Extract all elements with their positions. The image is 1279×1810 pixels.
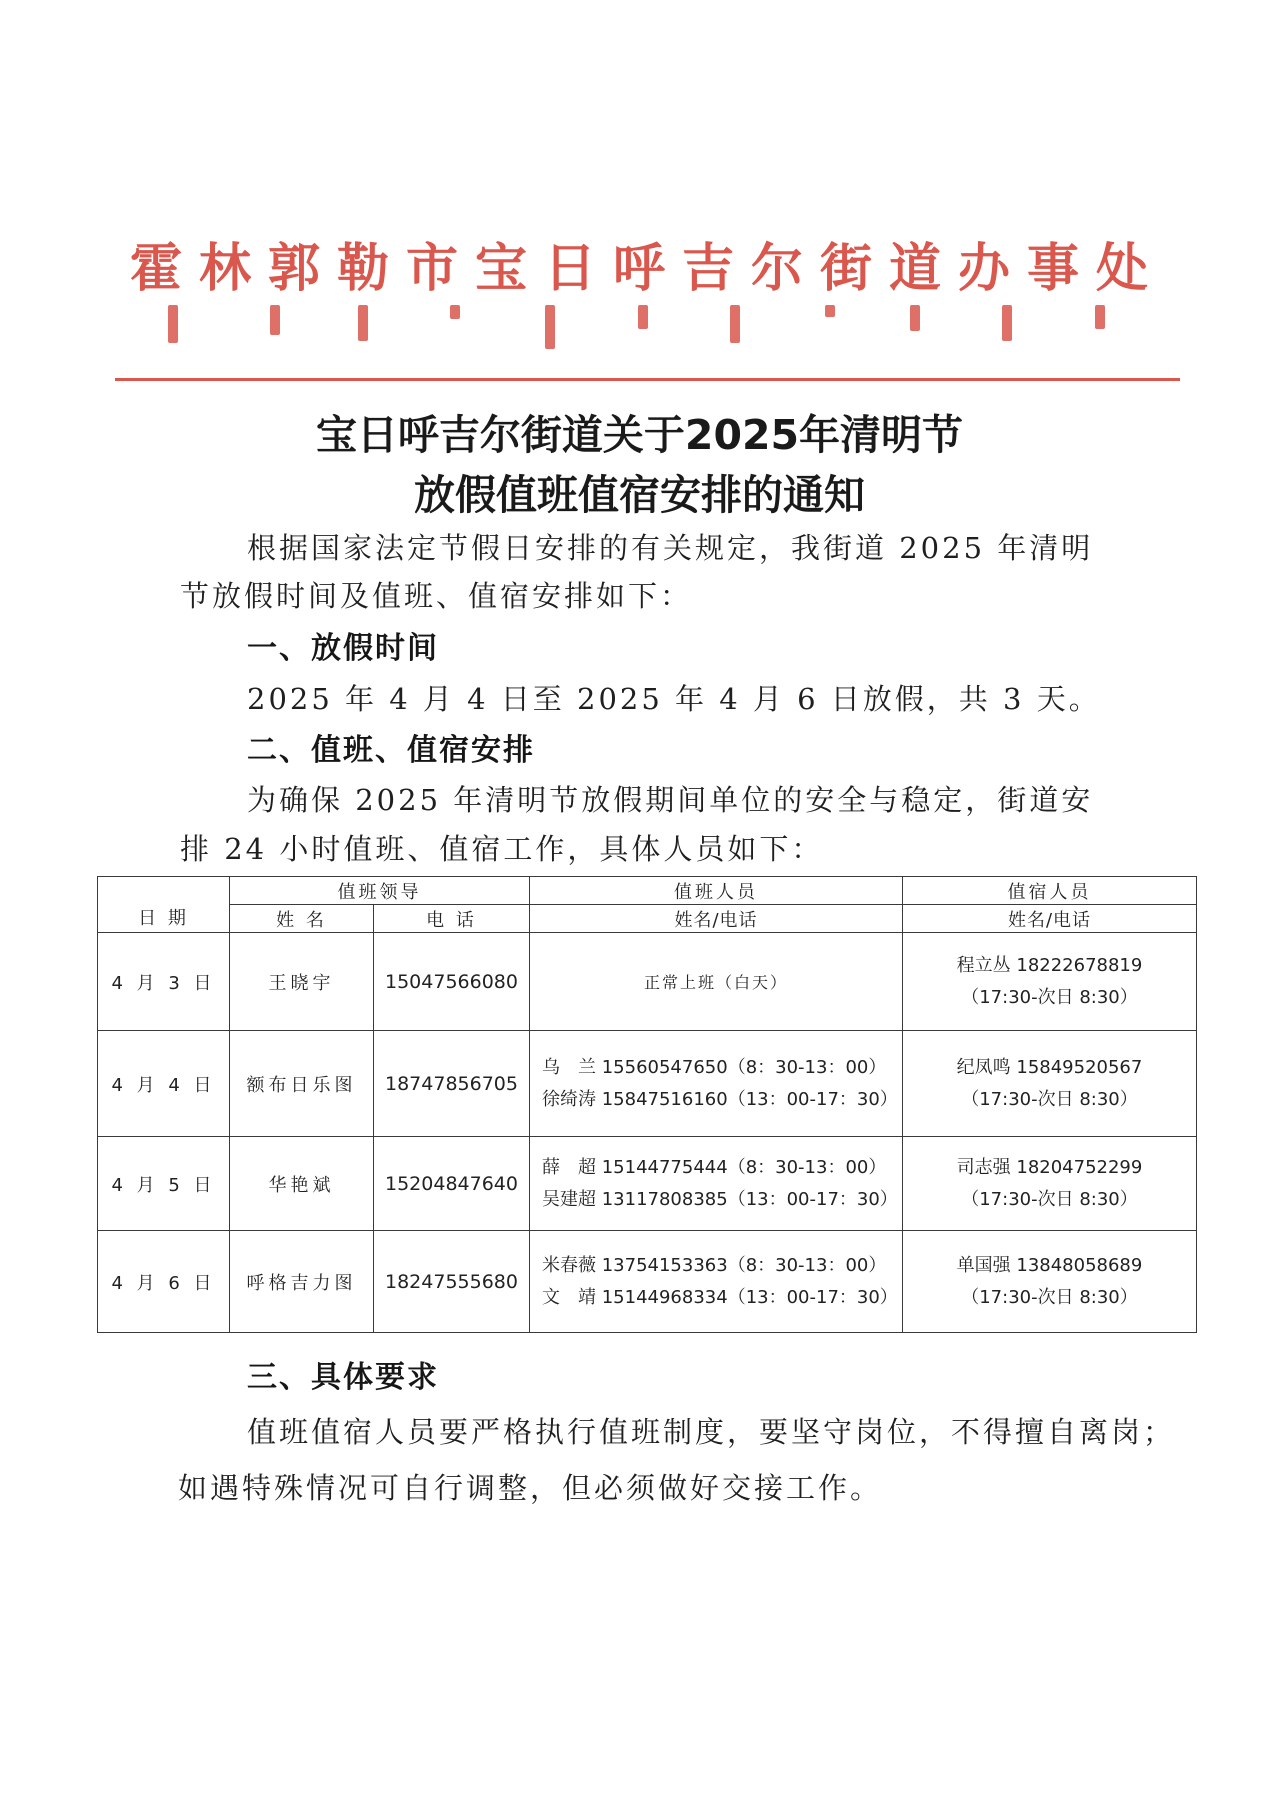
row-leader-name: 王晓宇 [230,933,374,1031]
row-staff [530,933,903,1031]
table-row [98,1231,1197,1333]
section3-heading: 三、具体要求 [247,1360,439,1395]
row-leader-phone: 15204847640 [374,1137,530,1231]
row-date: 4 月 4 日 [98,1031,230,1137]
row-staff-line1: 正常上班（白天） [643,973,788,992]
section3-line1: 值班值宿人员要严格执行值班制度，要坚守岗位，不得擅自离岗； [247,1415,1176,1449]
row-staff-line2: 徐绮涛 15847516160（13：00-17：30） [542,1088,898,1110]
header-night-sub: 姓名/电话 [903,905,1197,933]
header-staff-group: 值班人员 [530,877,903,905]
row-night-line1: 单国强 13848058689 [956,1254,1143,1276]
table-row [98,1137,1197,1231]
letterhead-mongolian-script [160,305,1120,350]
header-night-group: 值宿人员 [903,877,1197,905]
letterhead-org-name: 霍林郭勒市宝日呼吉尔街道办事处 [130,238,1150,299]
header-staff-sub: 姓名/电话 [530,905,903,933]
header-leader-group: 值班领导 [230,877,530,905]
row-leader-phone: 18747856705 [374,1031,530,1137]
row-staff-line2: 吴建超 13117808385（13：00-17：30） [542,1188,898,1210]
row-staff-line1: 薛 超 15144775444（8：30-13：00） [542,1156,887,1178]
row-date: 4 月 3 日 [98,933,230,1031]
table-row [98,1031,1197,1137]
row-night [903,933,1197,1031]
row-staff-line2: 文 靖 15144968334（13：00-17：30） [542,1286,898,1308]
document-title-line1: 宝日呼吉尔街道关于2025年清明节 [315,411,964,459]
row-night [903,1231,1197,1333]
row-staff [530,1137,903,1231]
letterhead-divider [115,378,1180,381]
row-night-line2: （17:30-次日 8:30） [961,1088,1138,1110]
header-date: 日 期 [98,877,230,933]
row-date: 4 月 5 日 [98,1137,230,1231]
row-night-line1: 司志强 18204752299 [956,1156,1143,1178]
row-night [903,1031,1197,1137]
section1-text: 2025 年 4 月 4 日至 2025 年 4 月 6 日放假，共 3 天。 [247,682,1101,716]
section2-line1: 为确保 2025 年清明节放假期间单位的安全与稳定，街道安 [247,783,1094,817]
row-night-line2: （17:30-次日 8:30） [961,986,1138,1008]
row-night-line2: （17:30-次日 8:30） [961,1286,1138,1308]
row-night-line1: 纪凤鸣 15849520567 [956,1056,1143,1078]
row-staff-line1: 米春薇 13754153363（8：30-13：00） [542,1254,887,1276]
section2-heading: 二、值班、值宿安排 [247,733,535,768]
row-staff [530,1031,903,1137]
intro-line2: 节放假时间及值班、值宿安排如下： [180,579,693,613]
section1-heading: 一、放假时间 [247,631,439,666]
document-title-line2: 放假值班值宿安排的通知 [414,471,865,519]
row-date: 4 月 6 日 [98,1231,230,1333]
header-leader-name: 姓 名 [230,905,374,933]
row-night [903,1137,1197,1231]
header-leader-phone: 电 话 [374,905,530,933]
row-night-line1: 程立丛 18222678819 [956,954,1143,976]
row-staff [530,1231,903,1333]
section2-line2: 排 24 小时值班、值宿工作，具体人员如下： [180,832,824,866]
intro-line1: 根据国家法定节假日安排的有关规定，我街道 2025 年清明 [247,531,1094,565]
row-leader-phone: 15047566080 [374,933,530,1031]
row-staff-line1: 乌 兰 15560547650（8：30-13：00） [542,1056,887,1078]
row-leader-name: 华艳斌 [230,1137,374,1231]
row-night-line2: （17:30-次日 8:30） [961,1188,1138,1210]
section3-line2: 如遇特殊情况可自行调整，但必须做好交接工作。 [178,1471,883,1505]
duty-schedule-table [97,876,1197,1333]
table-row [98,933,1197,1031]
row-leader-name: 呼格吉力图 [230,1231,374,1333]
row-leader-phone: 18247555680 [374,1231,530,1333]
row-leader-name: 额布日乐图 [230,1031,374,1137]
